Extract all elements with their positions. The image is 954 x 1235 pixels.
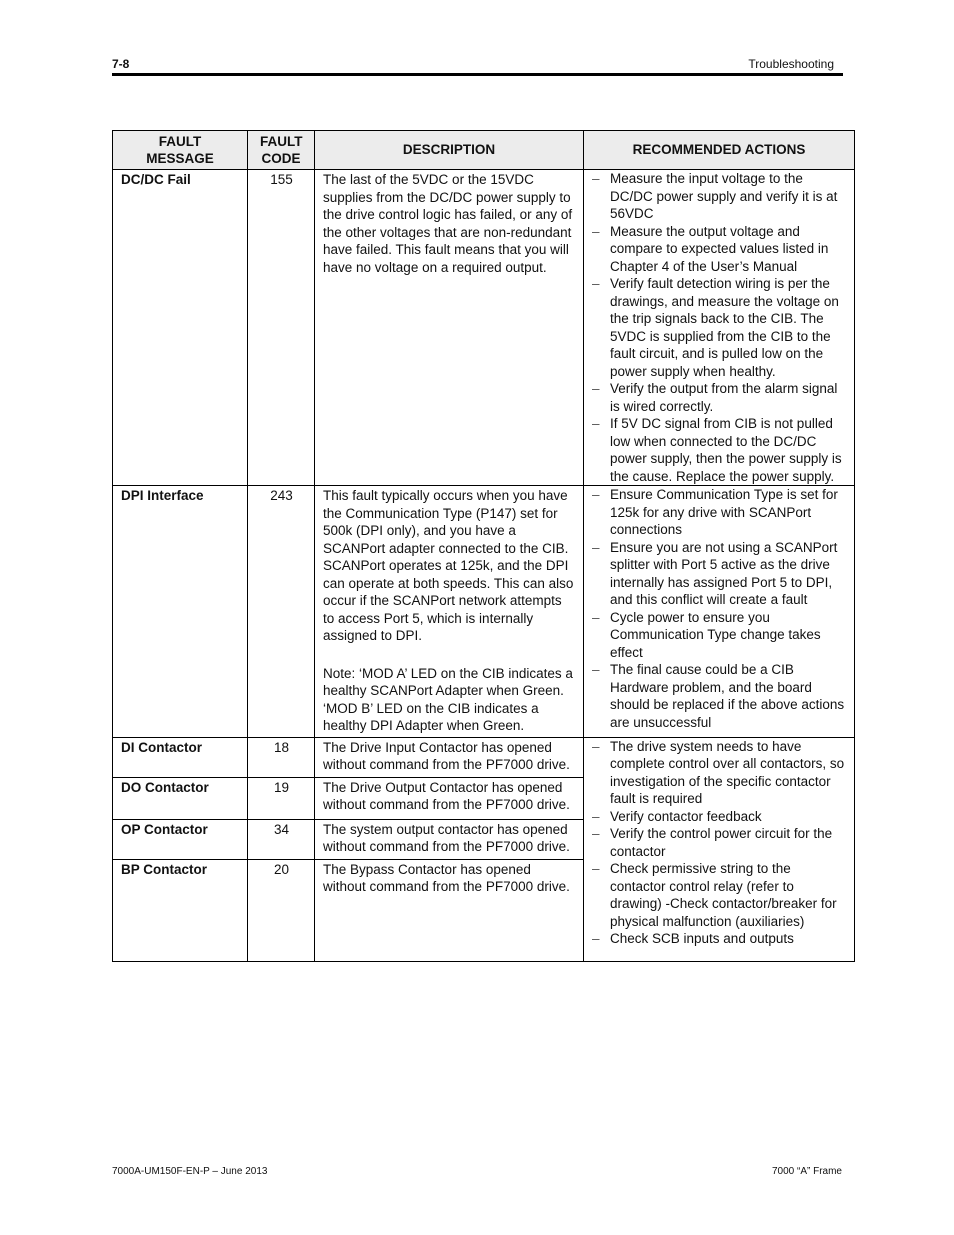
recommended-actions	[584, 170, 855, 486]
fault-code: 155	[248, 170, 315, 486]
action-item: – The final cause could be a CIB Hardware problem, and the board should be replaced if the above actions are unsuccessful	[592, 661, 846, 731]
action-item: – Ensure you are not using a SCANPort splitter with Port 5 active as the drive internally has assigned Port 5 to DPI, and this conflict will create a fault	[592, 539, 846, 609]
description-paragraph: The last of the 5VDC or the 15VDC supplies from the DC/DC power supply to the drive control logic has failed, or any of the other voltages that are non-redundant have failed. This fault means that you will have no voltage on a required output.	[323, 172, 573, 275]
action-item: – Check SCB inputs and outputs	[592, 930, 846, 948]
header-rule	[112, 73, 843, 76]
action-item: – Check permissive string to the contactor control relay (refer to drawing) -Check contactor/breaker for physical malfunction (auxiliaries)	[592, 860, 846, 930]
action-item: – Cycle power to ensure you Communication Type change takes effect	[592, 609, 846, 662]
fault-code: 20	[248, 859, 315, 961]
action-item: – If 5V DC signal from CIB is not pulled low when connected to the DC/DC power supply, then the power supply is the cause. Replace the power supply.	[592, 415, 846, 485]
fault-message: DI Contactor	[113, 737, 248, 777]
fault-description	[315, 859, 584, 961]
action-item: – Verify the control power circuit for the contactor	[592, 825, 846, 860]
fault-message: DC/DC Fail	[113, 170, 248, 486]
page-number: 7-8	[112, 57, 130, 71]
table-row	[113, 170, 855, 486]
action-item: – Verify the output from the alarm signal is wired correctly.	[592, 380, 846, 415]
action-item: – Measure the output voltage and compare to expected values listed in Chapter 4 of the User’s Manual	[592, 223, 846, 276]
action-item: – Ensure Communication Type is set for 125k for any drive with SCANPort connections	[592, 486, 846, 539]
fault-message: DO Contactor	[113, 777, 248, 819]
column-header-fault-message: FAULT MESSAGE	[113, 131, 248, 170]
recommended-actions	[584, 486, 855, 738]
description-note: Note: ‘MOD A’ LED on the CIB indicates a healthy SCANPort Adapter when Green. ‘MOD B’ LED on the CIB indicates a healthy DPI Adapter when Green.	[323, 665, 573, 733]
table-row	[113, 486, 855, 738]
column-header-fault-code: FAULT CODE	[248, 131, 315, 170]
table-header-row	[113, 131, 855, 170]
fault-code: 19	[248, 777, 315, 819]
recommended-actions	[584, 737, 855, 961]
column-header-recommended-actions: RECOMMENDED ACTIONS	[584, 131, 855, 170]
description-paragraph: This fault typically occurs when you have the Communication Type (P147) set for 500k (DPI only), and you have a SCANPort adapter connected to the CIB. SCANPort operates at 125k, and the DPI can operate at both speeds. This can also occur if the SCANPort network attempts to access Port 5, which is internally assigned to DPI.	[323, 488, 574, 643]
column-header-description: DESCRIPTION	[315, 131, 584, 170]
action-item: – Measure the input voltage to the DC/DC power supply and verify it is at 56VDC	[592, 170, 846, 223]
fault-description	[315, 170, 584, 486]
description-paragraph: The Drive Input Contactor has opened without command from the PF7000 drive.	[323, 739, 570, 772]
description-paragraph: The Bypass Contactor has opened without command from the PF7000 drive.	[323, 861, 570, 894]
footer-publication-id: 7000A-UM150F-EN-P – June 2013	[112, 1166, 268, 1177]
fault-description	[315, 737, 584, 777]
fault-description	[315, 486, 584, 738]
section-title: Troubleshooting	[748, 57, 834, 71]
fault-description	[315, 819, 584, 859]
fault-code: 18	[248, 737, 315, 777]
action-list	[592, 170, 846, 485]
action-item: – Verify contactor feedback	[592, 808, 846, 826]
footer-product-name: 7000 “A” Frame	[771, 1166, 842, 1177]
action-list	[592, 486, 846, 731]
action-item: – The drive system needs to have complete control over all contactors, so investigation of the specific contactor fault is required	[592, 738, 846, 808]
fault-message: BP Contactor	[113, 859, 248, 961]
description-paragraph: The Drive Output Contactor has opened without command from the PF7000 drive.	[323, 779, 570, 812]
action-item: – Verify fault detection wiring is per the drawings, and measure the voltage on the trip signals back to the CIB. The 5VDC is supplied from the CIB to the fault circuit, and is pulled low on the power supply when healthy.	[592, 275, 846, 380]
fault-code: 243	[248, 486, 315, 738]
fault-table	[112, 130, 855, 962]
action-list	[592, 738, 846, 948]
table-row	[113, 737, 855, 777]
fault-code: 34	[248, 819, 315, 859]
description-paragraph: The system output contactor has opened without command from the PF7000 drive.	[323, 821, 570, 854]
fault-message: DPI Interface	[113, 486, 248, 738]
fault-message: OP Contactor	[113, 819, 248, 859]
fault-description	[315, 777, 584, 819]
